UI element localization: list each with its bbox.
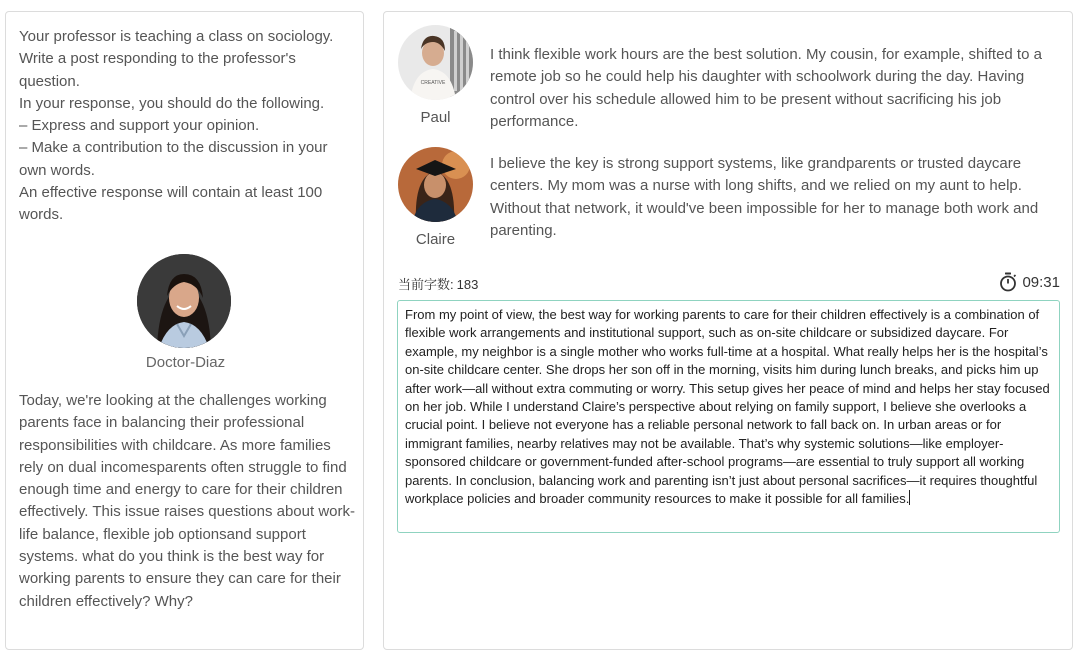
timer-value: 09:31 xyxy=(1022,273,1060,291)
stopwatch-icon xyxy=(999,272,1017,292)
professor-question: Today, we're looking at the challenges working parents face in balancing their professional responsibilities with childcare. As more families rely on dual incomesparents often struggle to find enough time and energy to care for their children effectively. This issue raises questions about work-life balance, flexible job optionsand support systems. what do you think is the best way for working parents to ensure they can care for their children effectively? Why? xyxy=(19,392,355,610)
instruction-line: – Express and support your opinion. xyxy=(19,117,260,135)
instruction-line: An effective response will contain at least 100 words. xyxy=(19,184,323,224)
text-caret xyxy=(909,490,910,505)
claire-avatar xyxy=(398,147,473,222)
task-instructions xyxy=(19,26,355,227)
paul-avatar xyxy=(398,25,473,100)
word-count-label: 当前字数: xyxy=(398,277,454,292)
prompt-panel xyxy=(5,11,364,650)
discussion-panel xyxy=(383,11,1073,650)
instruction-line: In your response, you should do the following. xyxy=(19,94,325,112)
professor-avatar xyxy=(137,254,231,348)
essay-textarea[interactable] xyxy=(397,300,1060,533)
post-author-name: Claire xyxy=(415,231,456,248)
post-text: I believe the key is strong support systems, like grandparents or trusted daycare centers. My mom was a nurse with long shifts, and we relied on my aunt to help. Without that network, it would've been impossible for her to manage both work and parenting. xyxy=(490,155,1039,239)
instruction-line: – Make a contribution to the discussion in your own words. xyxy=(19,139,328,179)
editor-status-bar xyxy=(398,272,1060,292)
word-count xyxy=(398,274,478,293)
post-text: I think flexible work hours are the best solution. My cousin, for example, shifted to a remote job so he could help his daughter with schoolwork during the day. Having control over his schedule allowed him to be present without sacrificing his job performance. xyxy=(490,46,1042,130)
word-count-value: 183 xyxy=(456,277,479,292)
shirt-text: CREATIVE xyxy=(420,80,446,86)
essay-text: From my point of view, the best way for working parents to care for their children effectively is a combination of flexible work arrangements and institutional support, such as on-site childcare or subsidized daycare. For example, my neighbor is a single mother who works full-time at a hospital. What really helps her is the hospital’s on-site childcare center. She drops her son off in the morning, visits him during lunch breaks, and picks him up after work—all without extra commuting or worry. This setup gives her peace of mind and helps her stay focused on her job. While I understand Claire’s perspective about relying on family support, I believe she overlooks a crucial point. I believe not everyone has a reliable personal network to fall back on. In urban areas or for immigrant families, nearby relatives may not be available. That’s why systemic solutions—like employer-sponsored childcare or government-funded after-school programs—are essential to truly support all working parents. In conclusion, balancing work and parenting isn’t just about personal sacrifices—it requires thoughtful workplace policies and broader community resources to make it possible for all families. xyxy=(405,307,1050,507)
post-author-name: Paul xyxy=(420,109,451,126)
professor-name: Doctor-Diaz xyxy=(145,354,226,371)
instruction-line: Your professor is teaching a class on sociology. Write a post responding to the professor's question. xyxy=(19,28,334,90)
countdown-timer xyxy=(999,272,1060,292)
